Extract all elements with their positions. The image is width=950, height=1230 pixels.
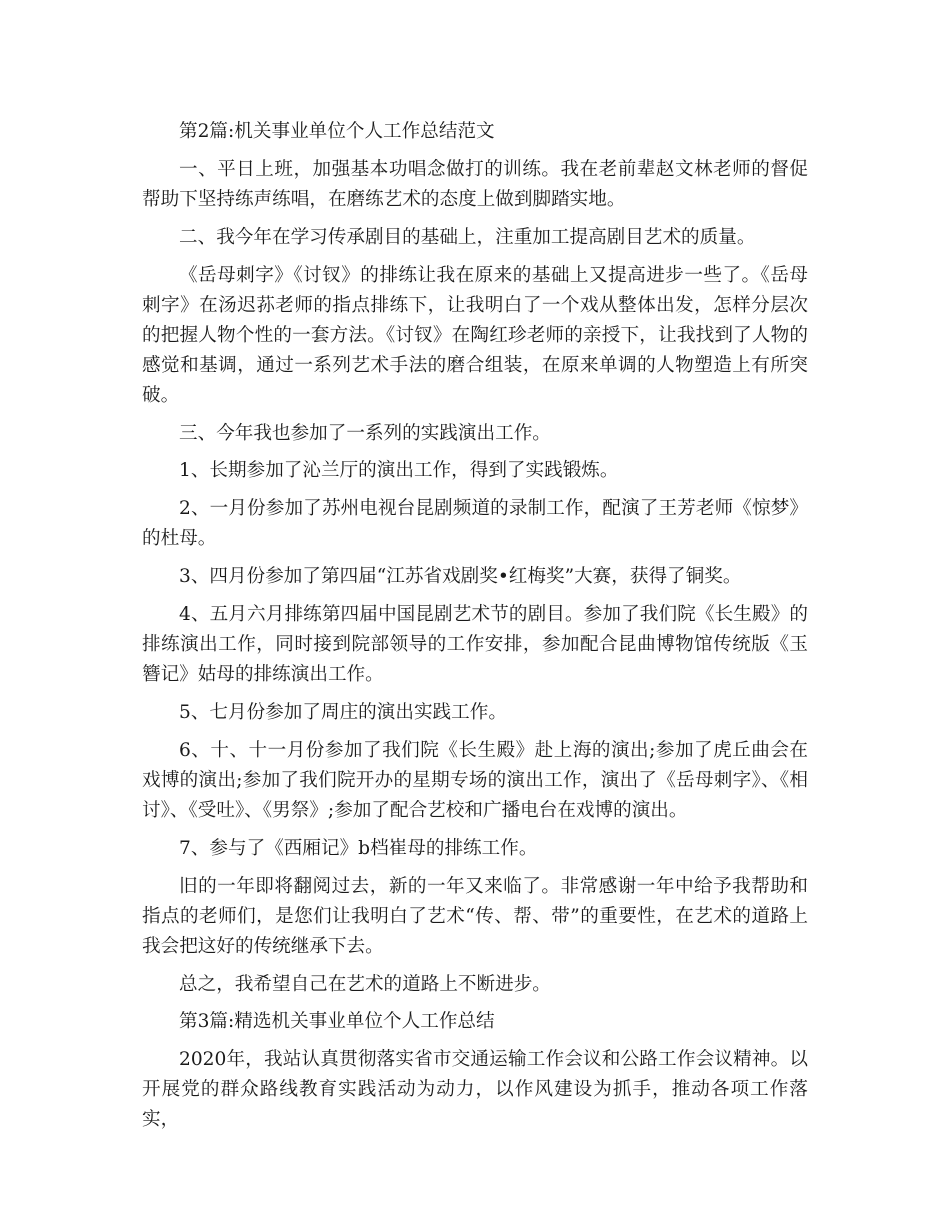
paragraph-basic-training: 一、平日上班，加强基本功唱念做打的训练。我在老前辈赵文林老师的督促帮助下坚持练声练唱，在磨练艺术的态度上做到脚踏实地。 [142,158,808,210]
paragraph-repertoire-quality: 二、我今年在学习传承剧目的基础上，注重加工提高剧目艺术的质量。 [179,226,756,248]
list-item-5: 5、七月份参加了周庄的演出实践工作。 [179,702,507,724]
document-page [142,117,808,1143]
list-item-7: 7、参与了《西厢记》b档崔母的排练工作。 [179,837,538,859]
paragraph-2020-intro: 2020年，我站认真贯彻落实省市交通运输工作会议和公路工作会议精神。以开展党的群众路线教育实践活动为动力，以作风建设为抓手，推动各项工作落实， [142,1049,808,1131]
paragraph-rehearsal-details: 《岳母刺字》《讨钗》的排练让我在原来的基础上又提高进步一些了。《岳母刺字》在汤迟荪老师的指点排练下，让我明白了一个戏从整体出发，怎样分层次的把握人物个性的一套方法。《讨钗》在陶红珍老师的亲授下，让我找到了人物的感觉和基调，通过一系列艺术手法的磨合组装，在原来单调的人物塑造上有所突破。 [142,264,808,406]
paragraph-practice-heading: 三、今年我也参加了一系列的实践演出工作。 [179,422,551,444]
list-item-2: 2、一月份参加了苏州电视台昆剧频道的录制工作，配演了王芳老师《惊梦》的杜母。 [142,498,808,550]
list-item-3: 3、四月份参加了第四届“江苏省戏剧奖•红梅奖”大赛，获得了铜奖。 [179,566,742,588]
list-item-1: 1、长期参加了沁兰厅的演出工作，得到了实践锻炼。 [179,460,619,482]
paragraph-conclusion: 总之，我希望自己在艺术的道路上不断进步。 [179,973,551,995]
list-item-4: 4、五月六月排练第四届中国昆剧艺术节的剧目。参加了我们院《长生殿》的排练演出工作，同时接到院部领导的工作安排，参加配合昆曲博物馆传统版《玉簪记》姑母的排练演出工作。 [142,604,808,686]
list-item-6: 6、十、十一月份参加了我们院《长生殿》赴上海的演出;参加了虎丘曲会在戏博的演出;参加了我们院开办的星期专场的演出工作，演出了《岳母刺字》、《相讨》、《受吐》、《男祭》;参加了配合艺校和广播电台在戏博的演出。 [142,739,808,821]
paragraph-gratitude: 旧的一年即将翻阅过去，新的一年又来临了。非常感谢一年中给予我帮助和指点的老师们，是您们让我明白了艺术“传、帮、带”的重要性，在艺术的道路上我会把这好的传统继承下去。 [142,875,808,957]
article-2-title: 第2篇:机关事业单位个人工作总结范文 [179,121,495,142]
article-3-title: 第3篇:精选机关事业单位个人工作总结 [179,1011,495,1033]
